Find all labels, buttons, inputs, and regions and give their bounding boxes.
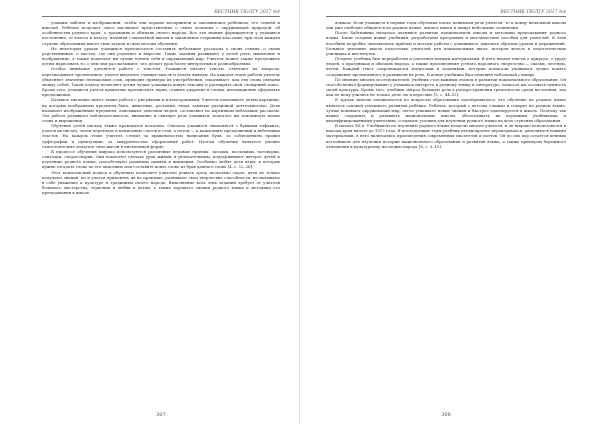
paragraph: По мнению многих исследователей, учебник стал важным этапом в развитии национального образования. Он способствовал формированию у учащихся интереса к родному языку и литературе, помогал им осознать ценность своей культуры. Кроме того, учебник сыграл большую роль в распространении грамотности среди населения, так как по нему учились не только дети, но и взрослые [5, с. 44–52]. [326,76,566,98]
paragraph: В процессе обучения широко используются различные игровые приёмы: загадки, пословицы, поговорки, считалки, скороговорки. Они помогают сделать урок живым и увлекательным, поддерживают интерес детей к изучению родного языка, способствуют развитию памяти и внимания. Особенно любят дети игры, в которых нужно отгадать слово по его описанию или составить новое слово из букв данного слова [4, с. 12–26]. [42,148,280,170]
paragraph: Этот комплексный подход к обучению позволяет учителю решать сразу несколько задач: дети не только получают знания, но и учатся применять их на практике, развивают свои творческие способности, воспитывают в себе уважение к культуре и традициям своего народа. Выполнение всех этих заданий требует от учителя большого мастерства, терпения и любви к детям, а также хорошего знания родного языка и методики его преподавания в школе. [42,169,280,196]
left-page-body [42,20,280,195]
paragraph: В трудах многих специалистов по вопросам образования подчёркивалось, что обучение на родном языке является основой успешного развития ребёнка. Ребёнок, который с детства слышит и говорит на родном языке, лучше понимает окружающий мир, легче усваивает новые знания и быстрее адаптируется в школе. Поэтому так важно сохранять и развивать национальные школы, обеспечивать их хорошими учебниками и квалифицированными учителями, создавать условия для изучения родного языка на всех ступенях образования. [326,97,566,123]
paragraph: учащим эмблем и изображений, чтобы они хорошо восприняли и запомнились ребёнком, его семьёй и школой. Ребёнок получает здесь наглядное представление о связи человека с окружающей природой, об особенностях родного края, о традициях и обычаях своего народа. Все эти знания формируются у учащихся постепенно, от класса к классу, начиная с начальной школы и заканчивая старшими классами, при этом каждая ступень образования имеет свои задачи и свои методы обучения. [42,20,280,46]
paragraph: После Хабтишина началось активное развитие национальной школы и методики преподавания родного языка. Были созданы новые учебники, разработаны программы и методические пособия для учителей. В этих пособиях подробно описывались приёмы и методы работы с учащимися, давались образцы уроков и упражнений. Большое значение имела подготовка учителей для национальных школ, которая велась в педагогических училищах и институтах. [326,30,566,56]
left-running-head: ВЕСТНИК ТЮЛГУ 2017 №4 [42,10,280,17]
paragraph: языком. Если учащиеся в первые годы обучения плохо понимали речь учителя, то к концу начальной школы они уже свободно общаются на родном языке, читают книги и пишут небольшие сочинения. [326,20,566,31]
right-page-number: 308 [441,412,451,418]
paragraph: Большое значение имеет также работа с рисунками и иллюстрациями. Учитель показывает детям картинки, на которых изображены предметы быта, животные, растения, люди, занятые различной деятельностью. Дети называют изображённые предметы, описывают действия людей, составляют по картинкам небольшие рассказы. Эта работа развивает наблюдательность, внимание и связную речь учащихся, помогает им запоминать новые слова и выражения. [42,97,280,123]
right-page-body [326,20,566,149]
right-page [300,0,600,424]
paragraph: Обучение детей письму также проводится поэтапно. Сначала учащиеся знакомятся с буквами алфавита, учатся их писать, затем переходят к написанию слогов и слов, а потом — к написанию предложений и небольших текстов. На каждом этапе учитель следит за правильностью написания букв, за соблюдением правил орфографии и пунктуации, за аккуратностью оформления работ. Итогом обучения является умение самостоятельно излагать свои мысли в письменной форме. [42,123,280,149]
paragraph: В начале XX в. Учебником по изучению родного языка владели многие учителя, и он широко использовался в школах края вплоть до 1917 года. В последующие годы учебник неоднократно переиздавался, дополнялся новыми материалами, в него включались произведения современных писателей и поэтов. Он до сих пор остаётся ценным источником для изучения истории национального образования и развития языка, а также примером бережного отношения к культурному наследию народа [6, с. 3–15]. [326,123,566,149]
paragraph: На некоторых уроках учащимся предлагается составить небольшие рассказы о своих семьях, о своих родственниках, о местах, где они родились и выросли. Такие задания развивают у детей речь, мышление и воображение, а также помогают им лучше понять себя и окружающий мир. Учитель может также предложить детям нарисовать то, о чём они рассказывают, что делает урок более интересным и разнообразным. [42,45,280,67]
right-running-head: ВЕСТНИК ТЮЛГУ 2017 №4 [326,10,566,17]
paragraph: Особое внимание уделяется работе с текстом. Учащиеся читают тексты, отвечают на вопросы, пересказывают прочитанное, учатся выделять главную мысль и делать выводы. На каждом этапе работы учитель объясняет значение незнакомых слов, приводит примеры их употребления, показывает, как эти слова связаны между собой. Такой подход позволяет детям лучше усваивать новую лексику и расширять свой словарный запас. Кроме того, учащиеся учатся правильно произносить звуки, ставить ударение в словах, интонационно оформлять предложения. [42,66,280,98]
paragraph: Позднее учебник был переработан и дополнен новыми материалами. В него вошли тексты о природе, о труде людей, о праздниках и обычаях народа, а также произведения устного народного творчества — сказки, легенды, песни. Каждый текст сопровождался вопросами и заданиями, которые помогали учащимся лучше понять содержание прочитанного и развивали их речь. В конце учебника был помещён небольшой словарь. [326,56,566,77]
left-page-number: 307 [156,412,166,418]
